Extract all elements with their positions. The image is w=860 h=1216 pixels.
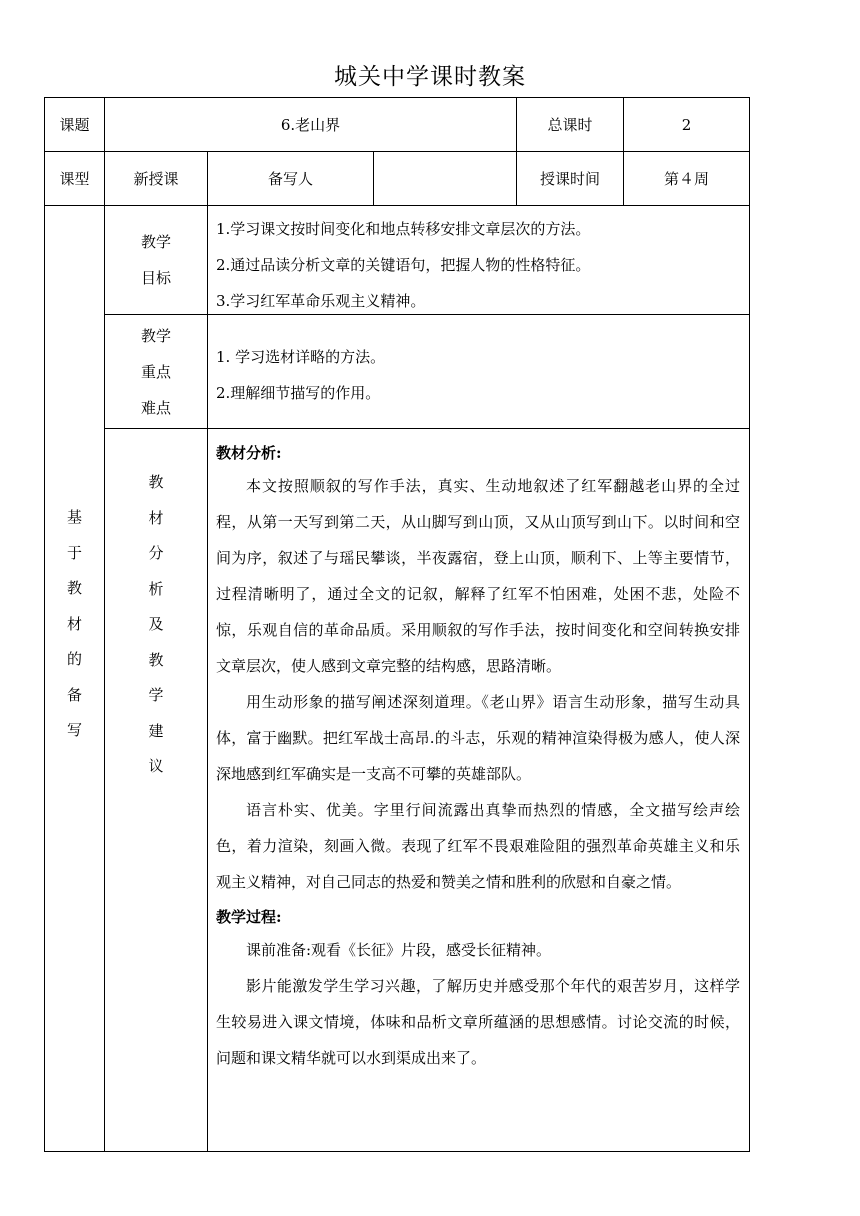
analysis-paragraph: 本文按照顺叙的写作手法，真实、生动地叙述了红军翻越老山界的全过程，从第一天写到第二天，从山脚写到山顶，又从山顶写到山下。以时间和空间为序，叙述了与瑶民攀谈，半夜露宿，登上山顶，顺利下、上等主要情节，过程清晰明了，通过全文的记叙，解释了红军不怕困难，处困不悲，处险不惊，乐观自信的革命品质。采用顺叙的写作手法，按时间变化和空间转换安排文章层次，使人感到文章完整的结构感，思路清晰。 — [216, 477, 740, 675]
objectives-list — [216, 211, 590, 319]
process-paragraph: 影片能激发学生学习兴趣，了解历史并感受那个年代的艰苦岁月，这样学生较易进入课文情境，体味和品析文章所蕴涵的思想感情。讨论交流的时候，问题和课文精华就可以水到渠成出来了。 — [216, 977, 740, 1067]
type-value: 新授课 — [133, 170, 179, 188]
total-hours-label: 总课时 — [547, 116, 593, 134]
page-title: 城关中学课时教案 — [334, 64, 526, 90]
analysis-label — [105, 465, 207, 785]
section-char: 于 — [66, 543, 82, 562]
analysis-char: 议 — [148, 757, 164, 775]
analysis-content — [216, 438, 740, 1076]
analysis-paragraph: 用生动形象的描写阐述深刻道理。《老山界》语言生动形象，描写生动具体，富于幽默。把红军战士高昂.的斗志，乐观的精神渲染得极为感人，使人深深地感到红军确实是一支高不可攀的英雄部队。 — [216, 693, 740, 783]
type-label: 课型 — [59, 170, 90, 188]
key-point-item: 2.理解细节描写的作用。 — [216, 384, 381, 402]
analysis-char: 建 — [148, 721, 164, 740]
section-char: 教 — [66, 579, 82, 597]
time-value: 第４周 — [663, 170, 709, 188]
analysis-char: 教 — [148, 473, 164, 491]
analysis-char: 析 — [148, 579, 164, 598]
time-label: 授课时间 — [539, 170, 600, 188]
preparer-label: 备写人 — [267, 170, 313, 188]
analysis-char: 分 — [148, 544, 164, 562]
objectives-label-line: 教学 — [140, 233, 171, 251]
process-paragraph: 课前准备:观看《长征》片段，感受长征精神。 — [246, 941, 552, 959]
key-point-item: 1. 学习选材详略的方法。 — [216, 348, 386, 366]
preparer-value — [374, 152, 516, 205]
objective-item: 1.学习课文按时间变化和地点转移安排文章层次的方法。 — [216, 220, 591, 238]
key-points-label-line: 教学 — [140, 326, 171, 345]
objectives-label-line: 目标 — [140, 269, 171, 287]
key-points-label-line: 难点 — [140, 398, 171, 417]
analysis-char: 材 — [148, 508, 164, 527]
section-char: 的 — [66, 650, 82, 668]
analysis-char: 学 — [148, 686, 164, 704]
analysis-char: 及 — [148, 615, 164, 633]
objective-item: 3.学习红军革命乐观主义精神。 — [216, 292, 426, 310]
analysis-paragraph: 语言朴实、优美。字里行间流露出真挚而热烈的情感，全文描写绘声绘色，着力渲染，刻画入微。表现了红军不畏艰难险阻的强烈革命英雄主义和乐观主义精神，对自己同志的热爱和赞美之情和胜利的欣慰和自豪之情。 — [216, 801, 740, 891]
analysis-char: 教 — [148, 650, 164, 669]
topic-label: 课题 — [59, 116, 90, 134]
key-points-label — [105, 315, 207, 428]
process-heading: 教学过程: — [216, 908, 282, 926]
analysis-heading: 教材分析: — [216, 444, 282, 462]
section-char: 材 — [66, 614, 82, 633]
section-char: 写 — [66, 721, 82, 739]
key-points-label-line: 重点 — [140, 362, 171, 381]
section-char: 基 — [66, 508, 82, 526]
total-hours-value: 2 — [681, 115, 692, 134]
objective-item: 2.通过品读分析文章的关键语句，把握人物的性格特征。 — [216, 256, 591, 274]
section-char: 备 — [66, 685, 82, 704]
section-label — [45, 500, 104, 749]
topic-value: 6.老山界 — [280, 116, 341, 134]
key-points-list — [216, 339, 385, 411]
objectives-label — [105, 206, 207, 314]
